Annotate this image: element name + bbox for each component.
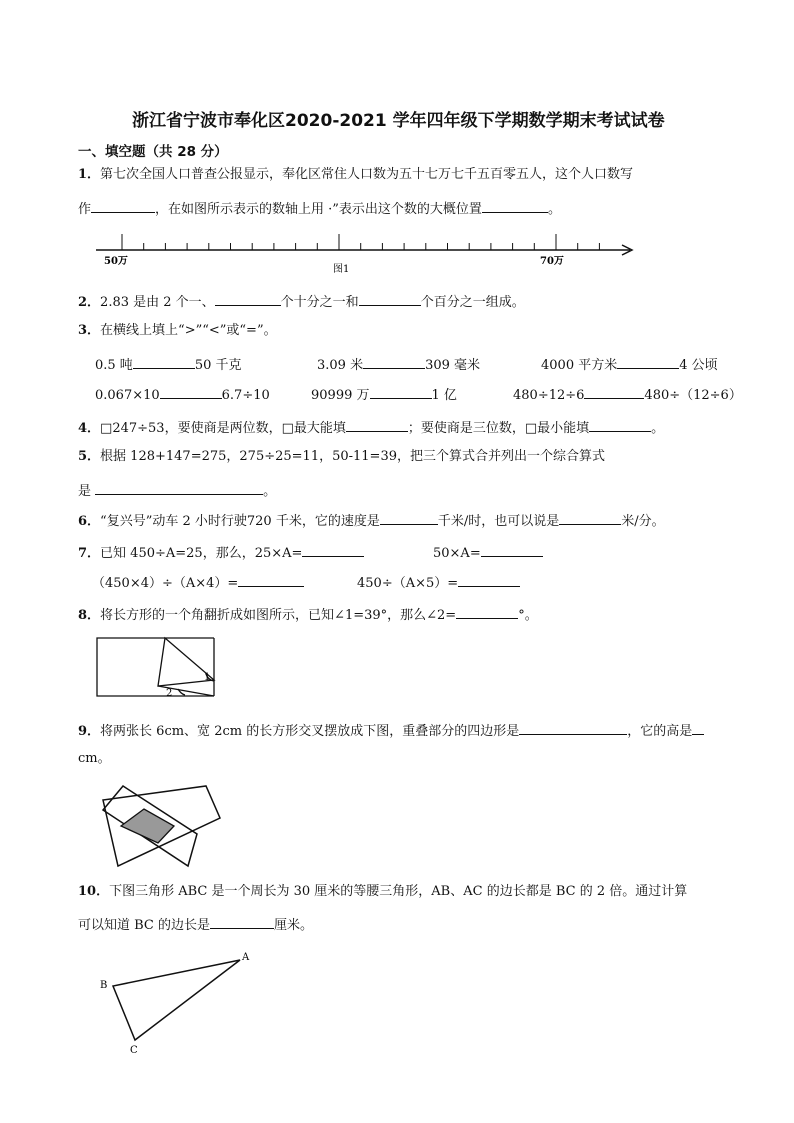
question-9-line2: cm。: [78, 751, 111, 766]
compare-item: 0.067×10 6.7÷10: [95, 384, 270, 405]
question-10-line1: 10．下图三角形 ABC 是一个周长为 30 厘米的等腰三角形，AB、AC 的边长都是 BC 的 2 倍。通过计算: [78, 884, 688, 899]
question-7-line1: 7．已知 450÷A=25，那么，25×A=: [78, 542, 364, 563]
question-number: 3．: [78, 323, 101, 338]
question-text: ，在如图所示表示的数轴上用 ·”表示出这个数的大概位置: [155, 202, 482, 217]
question-text: 2.83 是由 2 个一、: [100, 295, 215, 310]
question-9-line1: 9．将两张长 6cm、宽 2cm 的长方形交叉摆放成下图，重叠部分的四边形是 ，它的高是: [78, 720, 704, 741]
question-10-line2: 可以知道 BC 的边长是 厘米。: [78, 914, 313, 935]
question-text: 作: [78, 202, 92, 217]
question-text: 第七次全国人口普查公报显示，奉化区常住人口数为五十七万七千五百零五人，这个人口数写: [100, 167, 634, 182]
angle-2-label: 2: [166, 688, 173, 699]
question-7-part-c: （450×4）÷（A×4）=: [92, 572, 304, 593]
question-4: 4．□247÷53，要使商是两位数，□最大能填 ；要使商是三位数，□最小能填 。: [78, 417, 664, 438]
question-6: 6．“复兴号”动车 2 小时行驶720 千米，它的速度是 千米/时，也可以说是 米/分。: [78, 510, 665, 531]
axis-label-right: 70万: [540, 256, 564, 267]
compare-item: 4000 平方米 4 公顷: [541, 354, 718, 375]
angle-1-label: 1: [204, 672, 211, 683]
section-heading: 一、填空题（共 28 分）: [78, 144, 228, 160]
triangle-abc: [113, 960, 240, 1040]
question-text: 在横线上填上“>”“<”或“=”。: [100, 323, 277, 338]
compare-item: 3.09 米 309 毫米: [317, 354, 480, 375]
question-text: 个百分之一组成。: [420, 295, 525, 310]
compare-item: 0.5 吨 50 千克: [95, 354, 242, 375]
question-number: 2．: [78, 295, 101, 310]
axis-label-left: 50万: [104, 256, 128, 267]
question-7-part-b: 50×A=: [433, 542, 543, 563]
vertex-a-label: A: [242, 952, 250, 963]
compare-item: 480÷12÷6 480÷（12÷6）: [513, 384, 742, 405]
question-8: 8．将长方形的一个角翻折成如图所示，已知∠1=39°，那么∠2= °。: [78, 604, 538, 625]
vertex-b-label: B: [100, 980, 108, 991]
figure-caption: 图1: [333, 264, 350, 275]
page-title: 浙江省宁波市奉化区2020-2021 学年四年级下学期数学期末考试试卷: [132, 111, 665, 131]
question-number: 1．: [78, 167, 101, 182]
question-text: 。: [547, 202, 561, 217]
vertex-c-label: C: [130, 1045, 138, 1056]
question-5-line1: 5．根据 128+147=275，275÷25=11，50-11=39，把三个算式合并列出一个综合算式: [78, 449, 605, 464]
question-7-part-d: 450÷（A×5）=: [357, 572, 520, 593]
question-text: 个十分之一和: [280, 295, 359, 310]
compare-item: 90999 万 1 亿: [311, 384, 457, 405]
question-5-line2: 是 。: [78, 480, 276, 501]
